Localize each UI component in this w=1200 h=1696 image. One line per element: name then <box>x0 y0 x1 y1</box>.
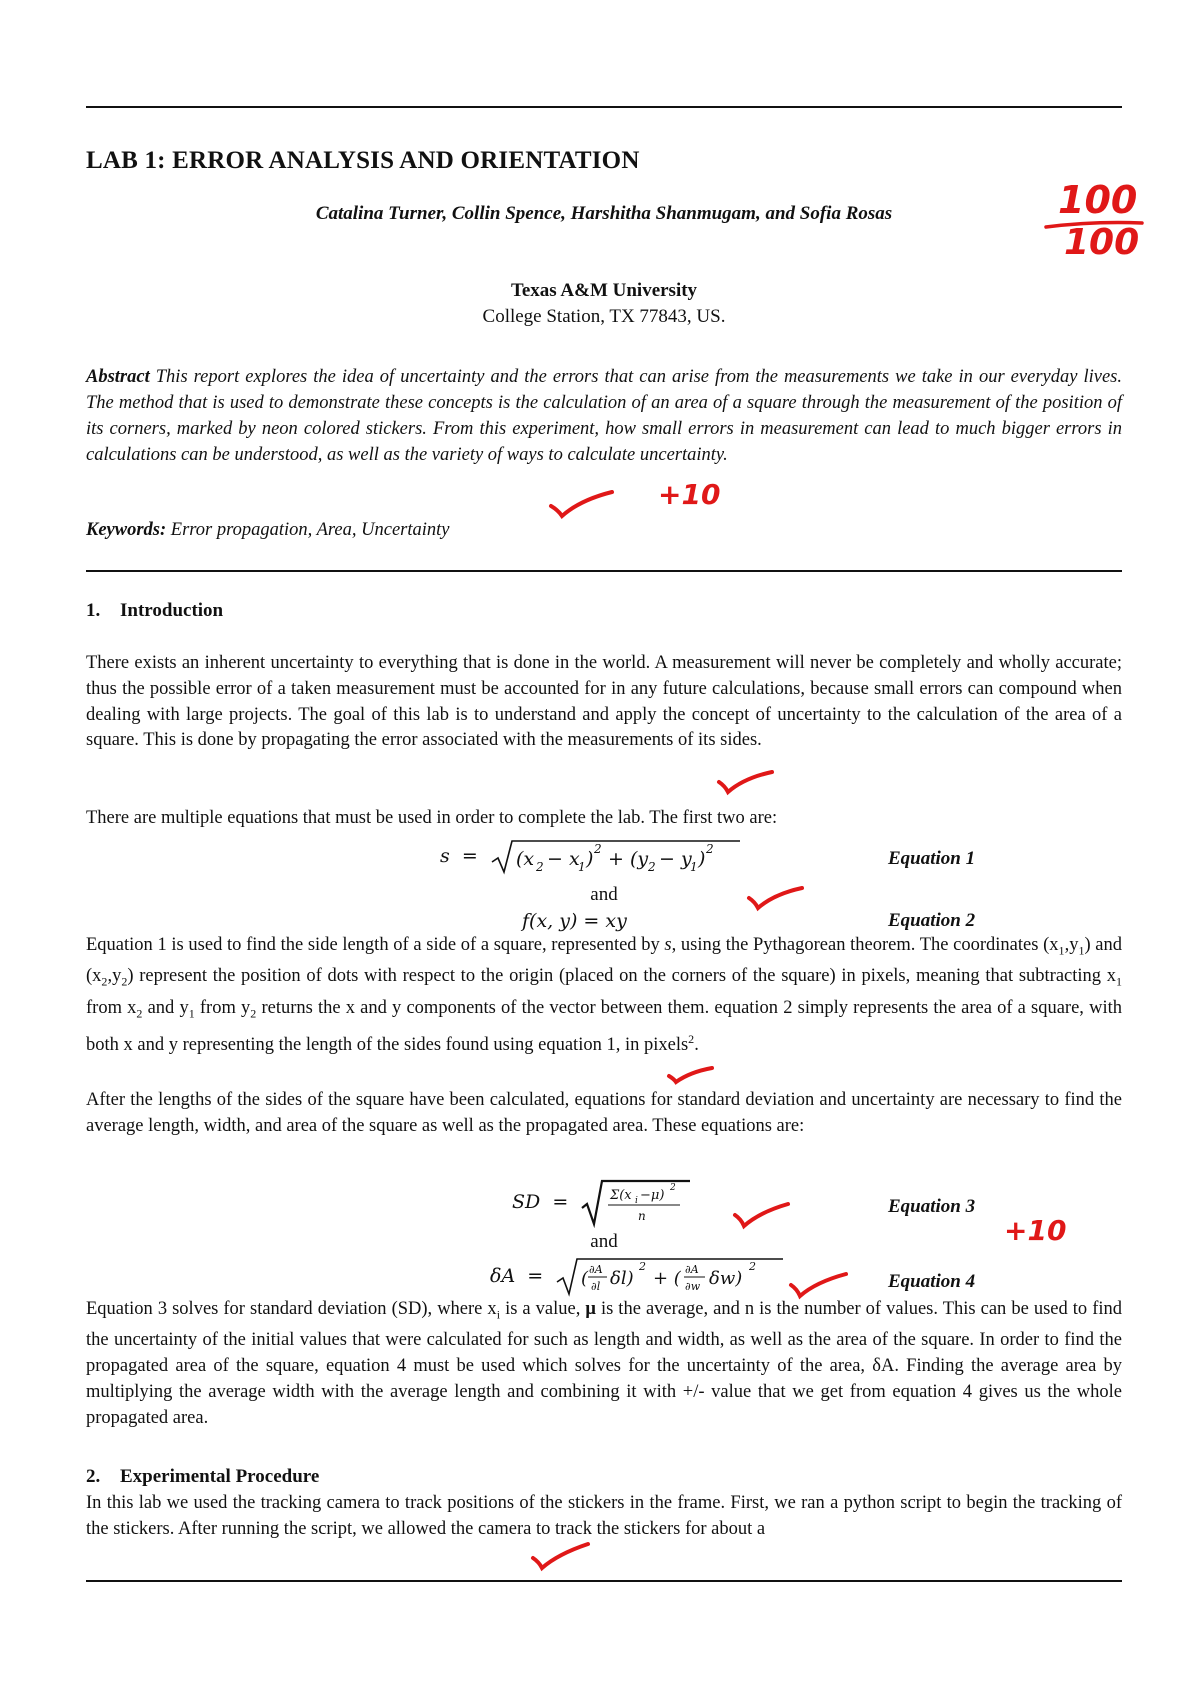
svg-text:i: i <box>635 1196 639 1206</box>
svg-text:− x: − x <box>546 848 580 870</box>
abstract-label: Abstract <box>86 367 150 387</box>
bonus-points-1: +10 <box>658 478 721 511</box>
svg-text:2: 2 <box>749 1260 757 1273</box>
equation-3-label: Equation 3 <box>888 1196 976 1217</box>
svg-text:∂A: ∂A <box>589 1263 603 1276</box>
p3-text: ) represent the position of dots with respect to the origin (placed on the corners of the square) in pixels, meaning that subtracting x <box>127 966 1116 987</box>
equation-4-label: Equation 4 <box>888 1271 976 1292</box>
svg-text:(: ( <box>581 1268 589 1289</box>
equation-2: f(x, y) = xy <box>522 910 627 932</box>
p3-text: ,y <box>107 966 122 987</box>
equation-3-lhs: SD <box>512 1191 541 1213</box>
p3-text: ) and (x <box>86 935 1123 987</box>
grade-total: 100 <box>1064 222 1140 263</box>
keywords <box>86 520 449 541</box>
section-title: Experimental Procedure <box>120 1466 320 1487</box>
section-number: 2. <box>86 1466 101 1487</box>
check-mark-icon <box>716 768 776 798</box>
svg-text:): ) <box>697 848 706 870</box>
p3-sub: 1 <box>188 1006 195 1021</box>
keywords-label: Keywords: <box>86 520 167 540</box>
section-title: Introduction <box>120 600 224 621</box>
check-mark-icon <box>530 1540 592 1574</box>
p3-sub: 1 <box>1078 943 1085 958</box>
svg-text:∂w: ∂w <box>685 1280 701 1293</box>
check-mark-icon <box>548 490 616 520</box>
p3-text: Equation 1 is used to find the side length of a side of a square, represented by <box>86 935 665 955</box>
p3-text: from x <box>86 997 137 1018</box>
intro-paragraph-2: There are multiple equations that must be used in order to complete the lab. The first two are: <box>86 808 778 828</box>
section-number: 1. <box>86 600 101 621</box>
p3-text: . <box>694 1035 699 1056</box>
abstract-text: This report explores the idea of uncertainty and the errors that can arise from the measurements we take in our everyday lives. The method that is used to demonstrate these concepts is the calculation of an area of a square through the measurement of the position of its corners, marked by neon colored stickers. From this experiment, how small errors in measurement can lead to much bigger errors in calculations can be understood, as well as the variety of ways to calculate uncertainty. <box>86 367 1122 465</box>
bottom-rule <box>86 1580 1122 1582</box>
grade-mark <box>1044 178 1154 268</box>
grade-score: 100 <box>1058 178 1138 222</box>
p3-sub: 2 <box>250 1006 257 1021</box>
document-page <box>86 0 1122 1696</box>
p3-text: returns the x and y components of the vector between them. equation 2 simply represents the area of a square, with both x and y representing the length of the sides found using equation 1, in pixels <box>86 997 1122 1056</box>
equation-1-label: Equation 1 <box>888 848 976 869</box>
top-rule <box>86 106 1122 108</box>
equation-2-label: Equation 2 <box>888 910 976 931</box>
equation-3: SD = Σ(x i −μ) 2 n <box>512 1178 692 1228</box>
svg-text:δw): δw) <box>709 1268 743 1289</box>
p5-text: Equation 3 solves for standard deviation (SD), where x <box>86 1299 497 1319</box>
svg-text:Σ(x: Σ(x <box>610 1188 632 1203</box>
svg-text:∂A: ∂A <box>685 1263 699 1276</box>
svg-text:n: n <box>638 1209 647 1223</box>
p3-sup: 2 <box>688 1032 695 1047</box>
svg-text:2: 2 <box>639 1260 647 1273</box>
section-heading-introduction <box>86 600 223 622</box>
svg-text:2: 2 <box>593 842 602 856</box>
abstract <box>86 364 1122 468</box>
p5-text: is the average, and n is the number of values. This can be used to find the uncertainty of the initial values that were calculated for such as length and width, as well as the area of the square. In order to find the propagated area of the square, equation 4 must be used which solves for the uncertainty of the area, δA. Finding the average area by multiplying the average width with the average length and combining it with +/- value that we get from equation 4 gives us the whole propagated area. <box>86 1299 1122 1428</box>
paper-affiliation: Texas A&M University <box>510 280 698 301</box>
p3-text: and y <box>142 997 189 1018</box>
svg-text:(x: (x <box>515 848 534 870</box>
p3-text: , using the Pythagorean theorem. The coordinates (x <box>671 935 1059 955</box>
svg-text:1: 1 <box>577 860 586 874</box>
svg-text:+ (y: + (y <box>607 848 648 870</box>
equation-1: s = (x 2 − x 1 ) 2 + (y 2 − y 1 ) 2 <box>440 838 740 876</box>
p3-text: from y <box>194 997 251 1018</box>
p5-text: is a value, <box>500 1299 586 1319</box>
svg-text:1: 1 <box>689 860 698 874</box>
p5-sub: i <box>496 1307 501 1322</box>
intro-paragraph-4: After the lengths of the sides of the square have been calculated, equations for standard deviation and uncertainty are necessary to find the average length, width, and area of the square as well as the propagated area. These equations are: <box>86 1090 1122 1136</box>
equation-4: δA = ( ∂A ∂l δl) 2 + ( ∂A ∂w δw) 2 <box>490 1256 785 1298</box>
radical-sign <box>555 1256 785 1298</box>
svg-text:+ (: + ( <box>653 1268 682 1289</box>
paper-address: College Station, TX 77843, US. <box>482 306 726 327</box>
equation-4-lhs: δA <box>490 1265 516 1287</box>
abstract-rule <box>86 570 1122 572</box>
svg-text:δl): δl) <box>610 1268 634 1289</box>
procedure-paragraph-1: In this lab we used the tracking camera to track positions of the stickers in the frame. First, we ran a python script to begin the tracking of the stickers. After running the script, we allowed the camera to track the stickers for about a <box>86 1493 1122 1539</box>
p3-sub: 2 <box>136 1006 143 1021</box>
radical-sign <box>490 838 740 876</box>
radical-sign <box>580 1178 692 1228</box>
p3-sub: 1 <box>1058 943 1065 958</box>
p3-symbol-s: s <box>664 935 672 955</box>
and-connector-2: and <box>590 1231 618 1252</box>
p3-sub: 1 <box>1115 975 1122 990</box>
p5-symbol-mu: μ <box>585 1299 596 1319</box>
svg-text:∂l: ∂l <box>591 1280 601 1293</box>
intro-paragraph-3 <box>86 933 1122 1059</box>
svg-text:2: 2 <box>647 860 656 874</box>
p3-sub: 2 <box>121 975 128 990</box>
svg-text:−μ): −μ) <box>640 1188 665 1203</box>
svg-text:− y: − y <box>658 848 692 870</box>
and-connector-1: and <box>590 884 618 905</box>
intro-paragraph-1: There exists an inherent uncertainty to everything that is done in the world. A measurement will never be completely and wholly accurate; thus the possible error of a taken measurement must be accounted for in any future calculations, because small errors can compound when dealing with large projects. The goal of this lab is to understand and apply the concept of uncertainty to the calculation of the area of a square. This is done by propagating the error associated with the measurements of its sides. <box>86 653 1122 751</box>
p3-text: ,y <box>1064 935 1079 955</box>
svg-text:): ) <box>585 848 594 870</box>
check-mark-icon <box>788 1270 850 1302</box>
svg-text:2: 2 <box>670 1183 677 1193</box>
keywords-text: Error propagation, Area, Uncertainty <box>170 520 450 540</box>
check-mark-icon <box>746 884 806 914</box>
check-mark-icon <box>732 1200 792 1232</box>
equation-1-lhs: s <box>440 845 450 867</box>
p3-sub: 2 <box>101 975 108 990</box>
intro-paragraph-5 <box>86 1297 1122 1432</box>
svg-text:2: 2 <box>705 842 714 856</box>
paper-authors: Catalina Turner, Collin Spence, Harshitha Shanmugam, and Sofia Rosas <box>315 203 893 224</box>
bonus-points-2: +10 <box>1004 1214 1067 1247</box>
check-mark-icon <box>666 1064 716 1086</box>
svg-text:2: 2 <box>535 860 544 874</box>
section-heading-procedure <box>86 1466 319 1488</box>
paper-title: LAB 1: ERROR ANALYSIS AND ORIENTATION <box>86 147 640 174</box>
